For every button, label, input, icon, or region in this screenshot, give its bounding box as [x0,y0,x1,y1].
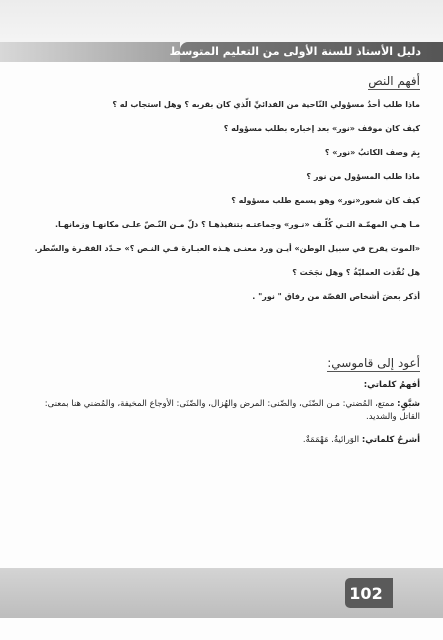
explain-words [34,434,420,447]
understand-words-label: أفهمُ كلماتي: [363,380,420,390]
question-9: أذكر بعضَ أشخاص القصّة من رفاق " نور" . [252,292,420,301]
understand-words-definition: ممتع، المُضني: مـن الضّنَى، والضّنى: المرض والهُزال، والضّنَى: الأوجاع المخيفة، والمُضني هنا بمعنى: القاتل والشديد. [44,399,420,422]
understand-words-text [34,398,420,424]
question-5: كيف كان شعور«نور» وهو يسمع طلب مسؤوله ؟ [231,196,420,205]
explain-words-label: أشرحُ كلماتي: [361,435,420,445]
question-2: كيف كان موقف «نور» بعد إخباره بطلب مسؤوله ؟ [223,124,420,133]
understand-words-keyword: شبَّقٍ: [397,399,420,409]
question-8: هل نُفّذت العمليّةُ ؟ وهل نجَحَت ؟ [292,268,420,277]
question-4: ماذا طلب المسؤول من نور ؟ [306,172,420,181]
question-3: بِمَ وصف الكاتبُ «نور» ؟ [324,148,420,157]
question-7: «الموت يفرح في سبيل الوطن» أيـن ورد معنـى هـذه العبـارة فـي النـص ؟» حـدّد الفقـرة والسّطر. [34,244,420,253]
page-content [34,70,420,457]
section-title-dictionary: أعود إلى قاموسي: [327,356,420,370]
page-number: 102 [345,578,387,608]
section-title-understand: أفهم النص [368,74,420,88]
header-bar-left [0,42,180,62]
section-gap [34,314,420,352]
explain-words-text: الوَرائيةُ. مَهْمَمَةٌ. [302,435,362,445]
question-1: ماذا طلب أحدُ مسؤولي النّاحية من الفدائيِّ الّذي كان بقربه ؟ وهل استجاب له ؟ [112,100,420,109]
question-6: مـا هـي المهمّـة التـي كُلّـف «نـور» وجماعتـه بتنفيذهـا ؟ دلّ مـن النّـصّ علـى مكانهـا وزمانهـا. [54,220,420,229]
book-title: دليل الأستاذ للسنة الأولى من التعليم المتوسط [169,45,421,58]
